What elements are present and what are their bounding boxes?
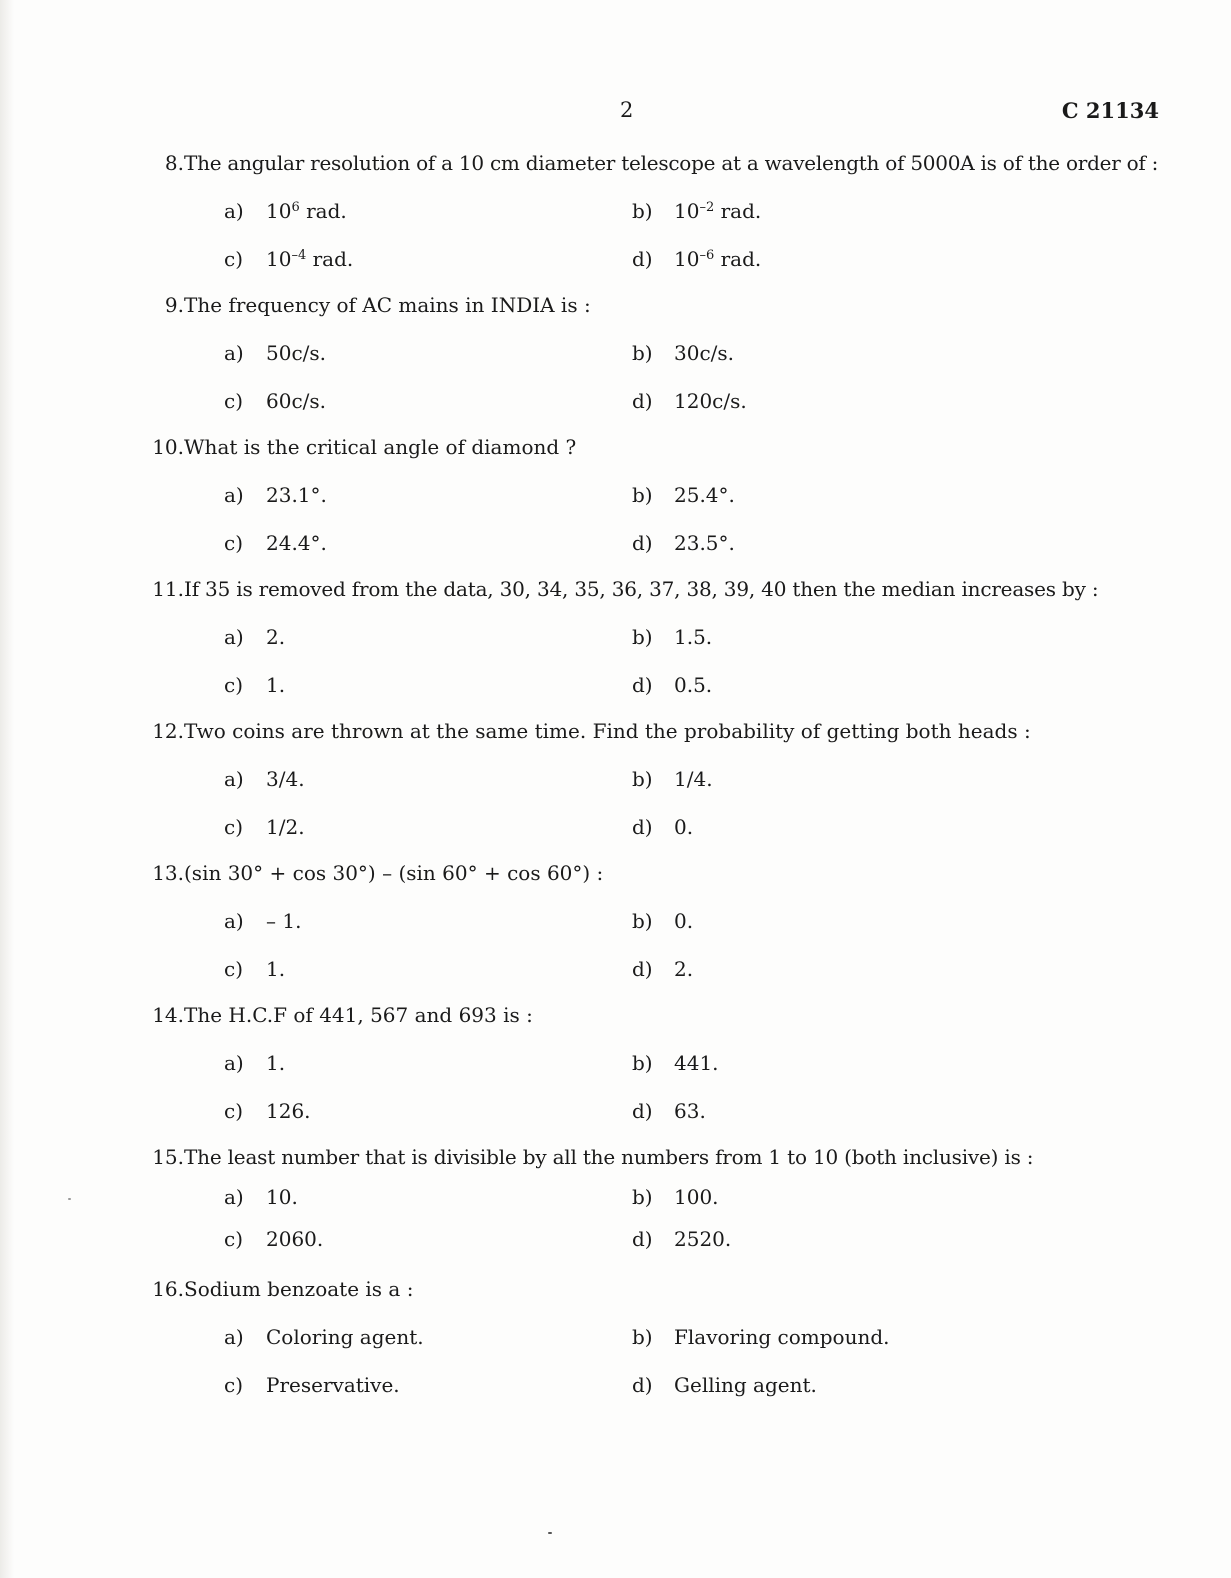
- exam-code: C 21134: [1061, 98, 1159, 123]
- option-letter: c): [224, 1099, 244, 1123]
- option-value: 23.5°.: [674, 531, 735, 555]
- option-value: 2060.: [266, 1227, 324, 1251]
- option-value: 0.5.: [674, 673, 713, 697]
- option-value: 30c/s.: [674, 341, 735, 365]
- option-a: [224, 336, 632, 370]
- options: [224, 1180, 1168, 1256]
- options: [224, 336, 1168, 418]
- options: [224, 762, 1168, 844]
- option-letter: a): [224, 767, 244, 791]
- option-d: [632, 952, 1040, 986]
- option-value: 100.: [674, 1185, 719, 1209]
- question-text: The H.C.F of 441, 567 and 693 is :: [184, 1003, 533, 1027]
- option-value: Flavoring compound.: [674, 1325, 890, 1349]
- option-d: [632, 668, 1040, 702]
- option-letter: c): [224, 1227, 244, 1251]
- option-letter: b): [632, 909, 653, 933]
- option-letter: d): [632, 957, 653, 981]
- option-letter: b): [632, 199, 653, 223]
- option-value: 24.4°.: [266, 531, 327, 555]
- question-16: [128, 1272, 1168, 1402]
- question-number: 11.: [152, 577, 184, 601]
- option-value: – 1.: [266, 909, 302, 933]
- question-number: 10.: [152, 435, 184, 459]
- option-b: [632, 1046, 1040, 1080]
- option-b: [632, 620, 1040, 654]
- option-a: [224, 194, 632, 228]
- question-number: 8.: [164, 151, 184, 175]
- question-text: Two coins are thrown at the same time. Find the probability of getting both heads :: [184, 719, 1031, 743]
- page-number: 2: [620, 98, 634, 122]
- option-c: [224, 384, 632, 418]
- option-letter: a): [224, 483, 244, 507]
- scan-speck: [548, 1532, 552, 1534]
- option-letter: d): [632, 673, 653, 697]
- option-value: 1.5.: [674, 625, 713, 649]
- option-b: [632, 1320, 1040, 1354]
- option-letter: d): [632, 1227, 653, 1251]
- options: [224, 904, 1168, 986]
- option-value: 120c/s.: [674, 389, 747, 413]
- option-value: 1/2.: [266, 815, 305, 839]
- option-value: 0.: [674, 909, 694, 933]
- question-number: 15.: [152, 1145, 184, 1169]
- scan-speck: [68, 1198, 71, 1200]
- option-d: [632, 242, 1040, 276]
- option-value: 441.: [674, 1051, 719, 1075]
- option-b: [632, 904, 1040, 938]
- option-letter: c): [224, 673, 244, 697]
- option-letter: c): [224, 389, 244, 413]
- option-letter: c): [224, 531, 244, 555]
- question-text: The angular resolution of a 10 cm diameter telescope at a wavelength of 5000A is of the order of :: [184, 151, 1159, 175]
- option-b: [632, 478, 1040, 512]
- option-b: [632, 194, 1040, 228]
- option-a: [224, 1320, 632, 1354]
- option-value: 63.: [674, 1099, 706, 1123]
- options: [224, 620, 1168, 702]
- question-11: [128, 572, 1168, 702]
- option-value: 23.1°.: [266, 483, 327, 507]
- question-13: [128, 856, 1168, 986]
- option-value: $10^{-4}$ rad.: [266, 247, 354, 271]
- option-letter: c): [224, 815, 244, 839]
- option-value: $10^6$ rad.: [266, 199, 347, 223]
- option-letter: b): [632, 1051, 653, 1075]
- option-letter: a): [224, 1185, 244, 1209]
- question-10: [128, 430, 1168, 560]
- option-letter: a): [224, 199, 244, 223]
- option-letter: d): [632, 247, 653, 271]
- option-value: Coloring agent.: [266, 1325, 424, 1349]
- option-letter: d): [632, 815, 653, 839]
- question-text: What is the critical angle of diamond ?: [184, 435, 577, 459]
- option-a: [224, 904, 632, 938]
- option-value: Gelling agent.: [674, 1373, 817, 1397]
- option-letter: b): [632, 625, 653, 649]
- options: [224, 1320, 1168, 1402]
- question-8: [128, 146, 1168, 276]
- question-number: 9.: [164, 293, 184, 317]
- option-d: [632, 1222, 1040, 1256]
- option-value: Preservative.: [266, 1373, 400, 1397]
- option-c: [224, 668, 632, 702]
- option-letter: b): [632, 1325, 653, 1349]
- option-b: [632, 1180, 1040, 1214]
- option-d: [632, 810, 1040, 844]
- option-a: [224, 478, 632, 512]
- option-value: 1.: [266, 957, 286, 981]
- options: [224, 1046, 1168, 1128]
- option-value: 1/4.: [674, 767, 713, 791]
- question-text: (sin 30° + cos 30°) – (sin 60° + cos 60°) :: [184, 861, 604, 885]
- option-value: 50c/s.: [266, 341, 327, 365]
- option-value: 1.: [266, 673, 286, 697]
- option-value: 60c/s.: [266, 389, 327, 413]
- question-9: [128, 288, 1168, 418]
- question-15: [128, 1140, 1168, 1256]
- option-letter: d): [632, 531, 653, 555]
- option-c: [224, 1368, 632, 1402]
- option-letter: a): [224, 909, 244, 933]
- question-number: 13.: [152, 861, 184, 885]
- option-letter: a): [224, 341, 244, 365]
- option-value: 126.: [266, 1099, 311, 1123]
- option-d: [632, 1094, 1040, 1128]
- option-d: [632, 384, 1040, 418]
- option-value: 0.: [674, 815, 694, 839]
- option-letter: d): [632, 1099, 653, 1123]
- option-letter: b): [632, 483, 653, 507]
- option-letter: c): [224, 247, 244, 271]
- option-b: [632, 336, 1040, 370]
- option-b: [632, 762, 1040, 796]
- option-c: [224, 810, 632, 844]
- option-c: [224, 952, 632, 986]
- question-number: 16.: [152, 1277, 184, 1301]
- option-letter: a): [224, 625, 244, 649]
- scan-shadow: [0, 0, 14, 1578]
- option-letter: b): [632, 341, 653, 365]
- question-list: [128, 146, 1168, 1402]
- option-letter: a): [224, 1325, 244, 1349]
- option-c: [224, 1094, 632, 1128]
- option-a: [224, 1180, 632, 1214]
- option-value: $10^{-6}$ rad.: [674, 247, 762, 271]
- option-letter: b): [632, 767, 653, 791]
- option-value: $10^{-2}$ rad.: [674, 199, 762, 223]
- question-14: [128, 998, 1168, 1128]
- question-number: 14.: [152, 1003, 184, 1027]
- option-letter: b): [632, 1185, 653, 1209]
- option-a: [224, 1046, 632, 1080]
- option-a: [224, 620, 632, 654]
- options: [224, 194, 1168, 276]
- option-d: [632, 526, 1040, 560]
- option-c: [224, 526, 632, 560]
- option-c: [224, 1222, 632, 1256]
- question-text: If 35 is removed from the data, 30, 34, 35, 36, 37, 38, 39, 40 then the median increases by :: [184, 577, 1099, 601]
- options: [224, 478, 1168, 560]
- option-value: 25.4°.: [674, 483, 735, 507]
- question-text: Sodium benzoate is a :: [184, 1277, 414, 1301]
- option-value: 1.: [266, 1051, 286, 1075]
- option-letter: d): [632, 389, 653, 413]
- option-value: 10.: [266, 1185, 298, 1209]
- option-d: [632, 1368, 1040, 1402]
- question-text: The least number that is divisible by all the numbers from 1 to 10 (both inclusive) is :: [184, 1145, 1034, 1169]
- option-letter: a): [224, 1051, 244, 1075]
- option-value: 2.: [266, 625, 286, 649]
- question-12: [128, 714, 1168, 844]
- option-value: 2.: [674, 957, 694, 981]
- option-letter: c): [224, 1373, 244, 1397]
- option-value: 3/4.: [266, 767, 305, 791]
- option-letter: c): [224, 957, 244, 981]
- question-number: 12.: [152, 719, 184, 743]
- option-letter: d): [632, 1373, 653, 1397]
- option-value: 2520.: [674, 1227, 732, 1251]
- question-text: The frequency of AC mains in INDIA is :: [184, 293, 591, 317]
- option-a: [224, 762, 632, 796]
- option-c: [224, 242, 632, 276]
